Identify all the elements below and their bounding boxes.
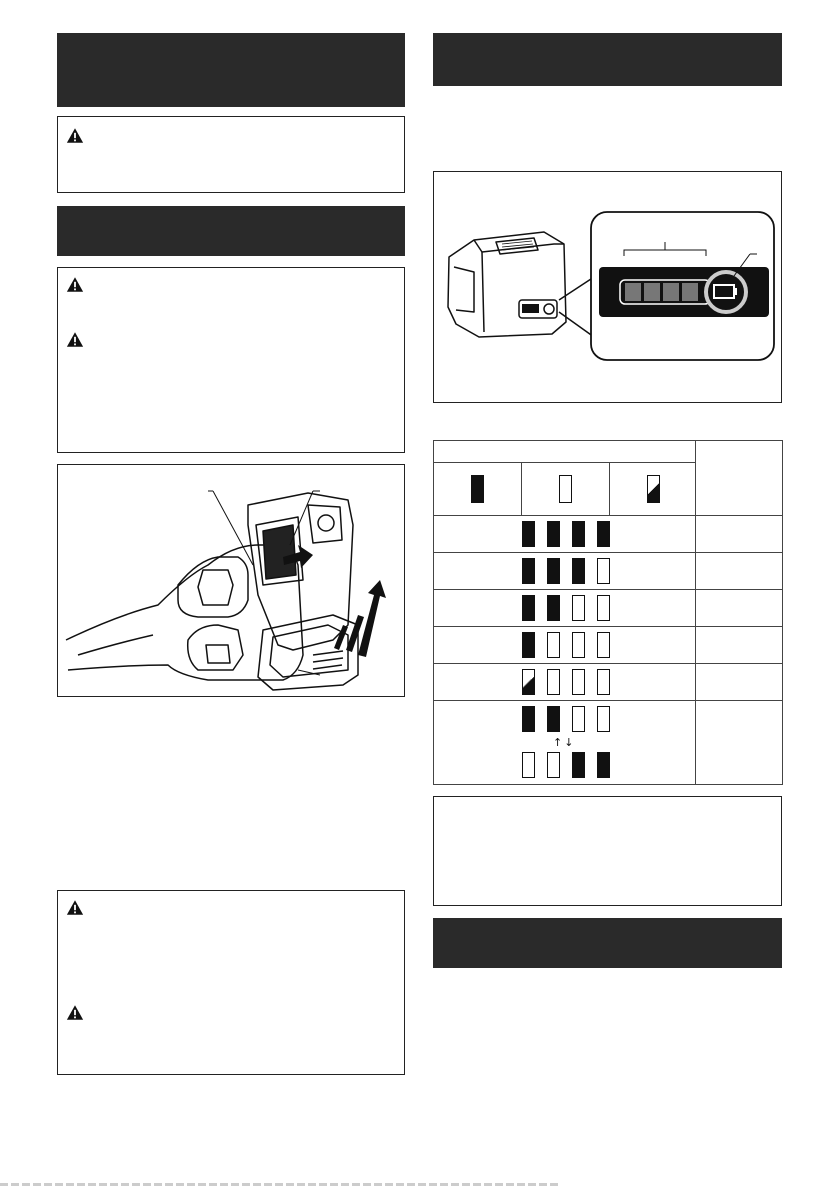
capacity-cell bbox=[696, 553, 783, 590]
table-row bbox=[434, 590, 783, 627]
battery-indicator-illustration bbox=[434, 172, 781, 402]
remaining-capacity-table bbox=[433, 440, 783, 785]
table-row bbox=[434, 516, 783, 553]
section-heading-bar bbox=[433, 918, 782, 968]
indicator-lamp-off bbox=[572, 706, 585, 732]
indicator-lamp-on bbox=[572, 521, 585, 547]
indicator-lamps-cell bbox=[434, 701, 696, 785]
caution-box bbox=[57, 890, 405, 1075]
capacity-cell bbox=[696, 627, 783, 664]
indicator-lamp-off bbox=[597, 558, 610, 584]
section-heading-bar bbox=[57, 206, 405, 256]
indicator-lamp-on bbox=[572, 752, 585, 778]
caution-box bbox=[57, 116, 405, 193]
warning-triangle-icon bbox=[66, 1004, 84, 1021]
warning-triangle-icon bbox=[66, 276, 84, 293]
indicator-lamp-on bbox=[547, 595, 560, 621]
warning-triangle-icon bbox=[66, 899, 84, 916]
indicator-lamp-on bbox=[522, 595, 535, 621]
indicator-lamp-off bbox=[547, 752, 560, 778]
indicator-lamp-off bbox=[597, 595, 610, 621]
legend-off-cell bbox=[522, 463, 610, 516]
indicator-lamp-off bbox=[572, 595, 585, 621]
indicator-lamp-on bbox=[597, 521, 610, 547]
indicator-lamp-half bbox=[522, 669, 535, 695]
page-footer-strip bbox=[0, 1183, 560, 1186]
note-box bbox=[433, 796, 782, 906]
section-heading-bar bbox=[57, 33, 405, 107]
warning-triangle-icon bbox=[66, 331, 84, 348]
battery-installation-figure bbox=[57, 464, 405, 697]
indicator-lamps-cell bbox=[434, 664, 696, 701]
lamp-off-icon bbox=[559, 475, 572, 503]
indicator-lamp-on bbox=[547, 558, 560, 584]
indicator-lamp-on bbox=[547, 706, 560, 732]
section-heading-bar bbox=[433, 33, 782, 86]
capacity-cell bbox=[696, 516, 783, 553]
table-row bbox=[434, 664, 783, 701]
caution-box bbox=[57, 267, 405, 453]
indicator-header-cell bbox=[434, 441, 696, 463]
indicator-lamp-on bbox=[522, 632, 535, 658]
indicator-lamp-off bbox=[547, 632, 560, 658]
capacity-cell bbox=[696, 701, 783, 785]
indicator-lamps-cell bbox=[434, 553, 696, 590]
capacity-header-cell bbox=[696, 441, 783, 516]
indicator-lamp-off bbox=[597, 706, 610, 732]
indicator-lamp-on bbox=[522, 521, 535, 547]
legend-on-cell bbox=[434, 463, 522, 516]
indicator-lamp-off bbox=[572, 632, 585, 658]
indicator-lamp-on bbox=[522, 706, 535, 732]
battery-indicator-figure bbox=[433, 171, 782, 403]
table-row bbox=[434, 553, 783, 590]
capacity-cell bbox=[696, 664, 783, 701]
legend-blinking-cell bbox=[610, 463, 696, 516]
indicator-lamps-cell bbox=[434, 590, 696, 627]
lamp-on-icon bbox=[471, 475, 484, 503]
capacity-cell bbox=[696, 590, 783, 627]
tool-battery-illustration bbox=[58, 465, 404, 696]
indicator-lamp-off bbox=[522, 752, 535, 778]
indicator-lamp-off bbox=[597, 669, 610, 695]
table-row bbox=[434, 701, 783, 785]
indicator-lamp-on bbox=[572, 558, 585, 584]
indicator-lamps-cell bbox=[434, 627, 696, 664]
warning-triangle-icon bbox=[66, 127, 84, 144]
lamp-blinking-icon bbox=[647, 475, 660, 503]
indicator-lamps-cell bbox=[434, 516, 696, 553]
indicator-lamp-off bbox=[597, 632, 610, 658]
table-row bbox=[434, 627, 783, 664]
indicator-lamp-on bbox=[522, 558, 535, 584]
indicator-lamp-off bbox=[572, 669, 585, 695]
indicator-lamp-on bbox=[597, 752, 610, 778]
indicator-lamp-off bbox=[547, 669, 560, 695]
alternating-arrows: ↑↓ bbox=[553, 736, 576, 749]
indicator-lamp-on bbox=[547, 521, 560, 547]
